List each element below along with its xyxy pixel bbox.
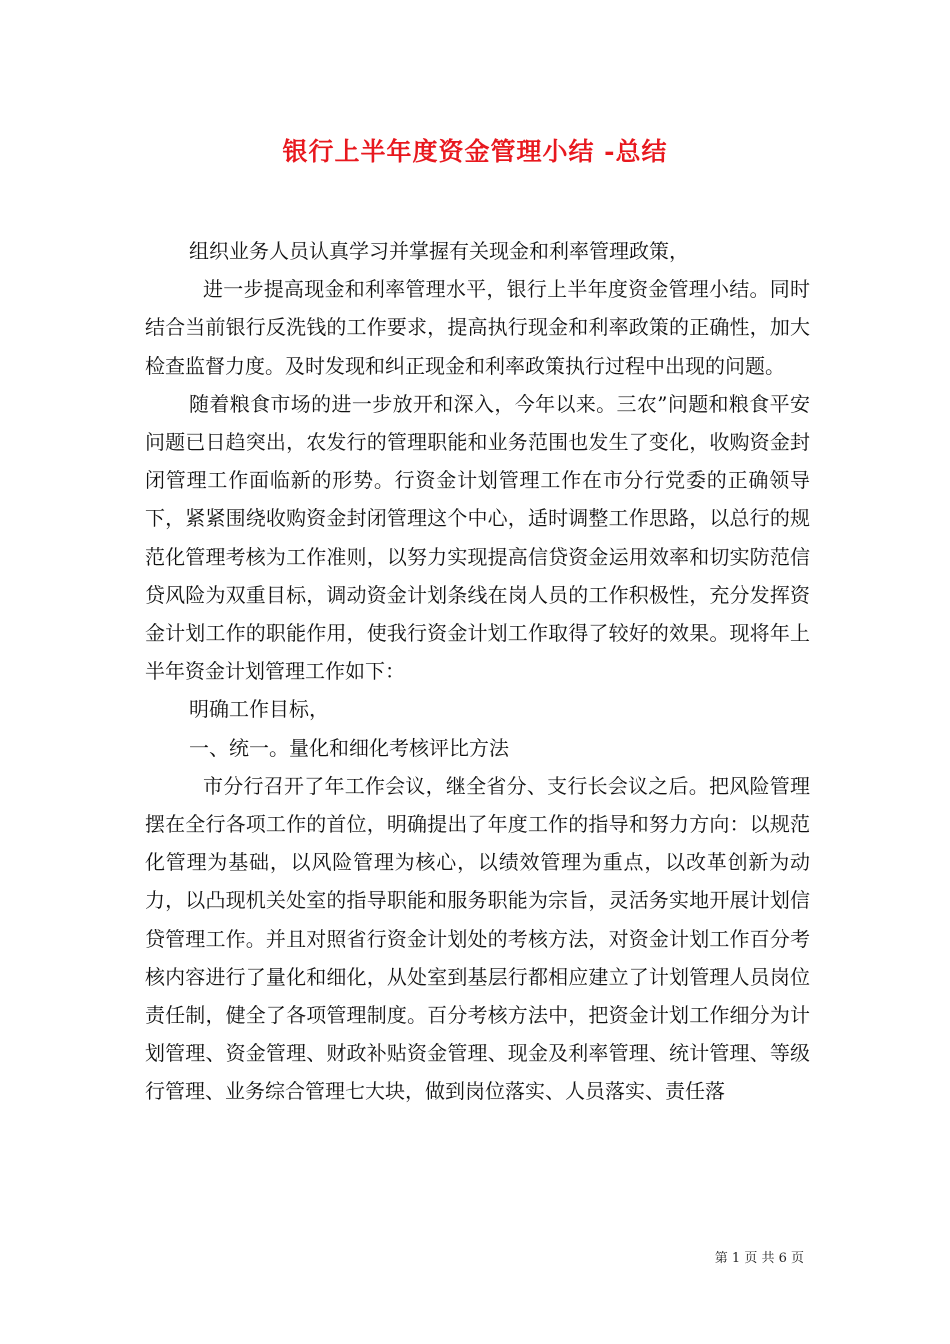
document-body [145,232,810,1111]
section-heading: 一、统一。量化和细化考核评比方法 [189,735,509,760]
paragraph: 随着粮食市场的进一步放开和深入，今年以来。三农”问题和粮食平安问题已日趋突出，农发行的管理职能和业务范围也发生了变化，收购资金封闭管理工作面临新的形势。行资金计划管理工作在市分行党委的正确领导下，紧紧围绕收购资金封闭管理这个中心，适时调整工作思路，以总行的规范化管理考核为工作准则，以努力实现提高信贷资金运用效率和切实防范信贷风险为双重目标，调动资金计划条线在岗人员的工作积极性，充分发挥资金计划工作的职能作用，使我行资金计划工作取得了较好的效果。现将年上半年资金计划管理工作如下： [145,391,810,684]
paragraph: 明确工作目标， [189,697,329,722]
paragraph: 组织业务人员认真学习并掌握有关现金和利率管理政策， [189,239,689,263]
paragraph: 进一步提高现金和利率管理水平，银行上半年度资金管理小结。同时结合当前银行反洗钱的工作要求，提高执行现金和利率政策的正确性，加大检查监督力度。及时发现和纠正现金和利率政策执行过程中出现的问题。 [145,277,810,378]
document-title: 银行上半年度资金管理小结 -总结 [282,137,668,166]
page-number: 第 1 页 共 6 页 [714,1251,804,1266]
paragraph: 市分行召开了年工作会议，继全省分、支行长会议之后。把风险管理摆在全行各项工作的首位，明确提出了年度工作的指导和努力方向：以规范化管理为基础，以风险管理为核心，以绩效管理为重点，以改革创新为动力，以凸现机关处室的指导职能和服务职能为宗旨，灵活务实地开展计划信贷管理工作。并且对照省行资金计划处的考核方法，对资金计划工作百分考核内容进行了量化和细化，从处室到基层行都相应建立了计划管理人员岗位责任制，健全了各项管理制度。百分考核方法中，把资金计划工作细分为计划管理、资金管理、财政补贴资金管理、现金及利率管理、统计管理、等级行管理、业务综合管理七大块，做到岗位落实、人员落实、责任落 [145,773,810,1104]
